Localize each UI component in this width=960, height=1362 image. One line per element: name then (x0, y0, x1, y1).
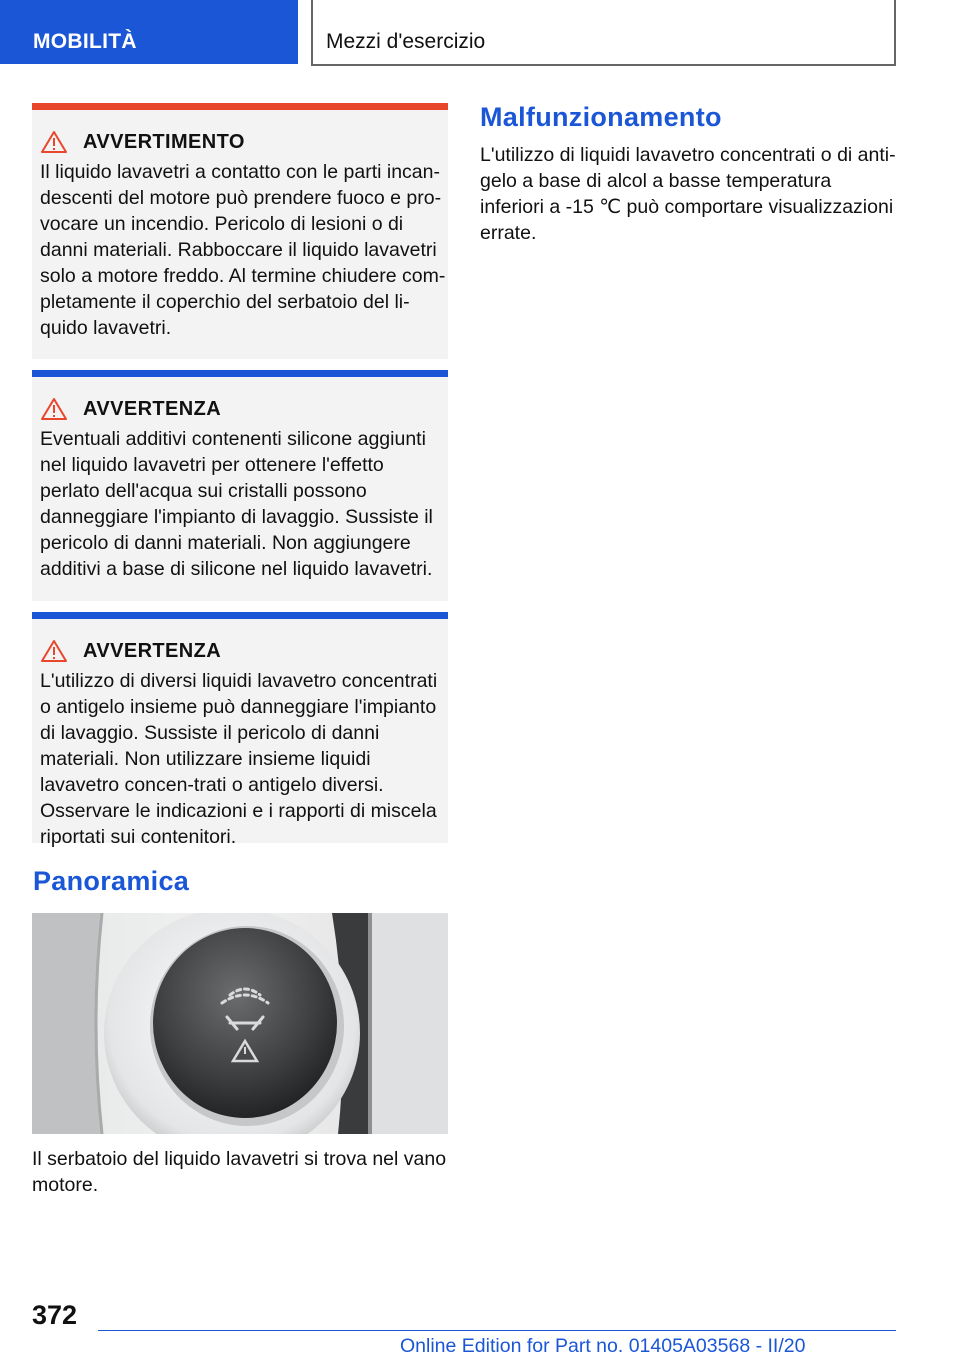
warning-triangle-icon (40, 397, 68, 421)
warning-box-3 (32, 612, 448, 848)
warning-title: AVVERTENZA (83, 639, 222, 662)
warning-title: AVVERTIMENTO (83, 130, 245, 153)
warning-title: AVVERTENZA (83, 397, 222, 420)
overview-caption: Il serbatoio del liquido lavavetri si trova nel vano motore. (32, 1148, 447, 1196)
overview-heading: Panoramica (33, 866, 190, 896)
chapter-title: Mezzi d'esercizio (311, 0, 896, 66)
warning-bar-red (32, 103, 448, 110)
warning-text: Eventuali additivi contenenti silicone aggiunti nel liquido lavavetri per ottenere l'effetto perlato dell'acqua sui cristalli possono danneggiare l'impianto di lavaggio. Sussiste il pericolo di danni materiali. Non aggiungere additivi a base di silicone nel liquido lavavetri. (40, 428, 433, 580)
warning-text: L'utilizzo di diversi liquidi lavavetro concentrati o antigelo insieme può danneggiare l'impianto di lavaggio. Sussiste il pericolo di danni materiali. Non utilizzare insieme liquidi lavavetro concen-trati o antigelo diversi. Osservare le indicazioni e i rapporti di miscela riportati sui contenitori. (40, 670, 438, 848)
section-tab: MOBILITÀ (0, 0, 298, 64)
warning-box-1 (32, 103, 448, 359)
warning-text: Il liquido lavavetri a contatto con le parti incan-descenti del motore può prendere fuoco e pro-vocare un incendio. Pericolo di lesioni o di danni materiali. Rabboccare il liquido lavavetri solo a motore freddo. Al termine chiudere com-pletamente il coperchio del serbatoio del li-quido lavavetri. (40, 161, 446, 339)
malfunction-heading: Malfunzionamento (480, 102, 722, 132)
washer-fluid-cap-photo (32, 913, 448, 1134)
warning-triangle-icon (40, 639, 68, 663)
warning-box-2 (32, 370, 448, 601)
warning-bar-blue (32, 370, 448, 377)
malfunction-text: L'utilizzo di liquidi lavavetro concentrati o di anti-gelo a base di alcol a basse temperatura inferiori a -15 ℃ può comportare visualizzazioni errate. (480, 144, 896, 244)
page-number: 372 (32, 1300, 78, 1330)
edition-footer: Online Edition for Part no. 01405A03568 - II/20 (400, 1335, 806, 1357)
warning-bar-blue (32, 612, 448, 619)
warning-triangle-icon (40, 130, 68, 154)
